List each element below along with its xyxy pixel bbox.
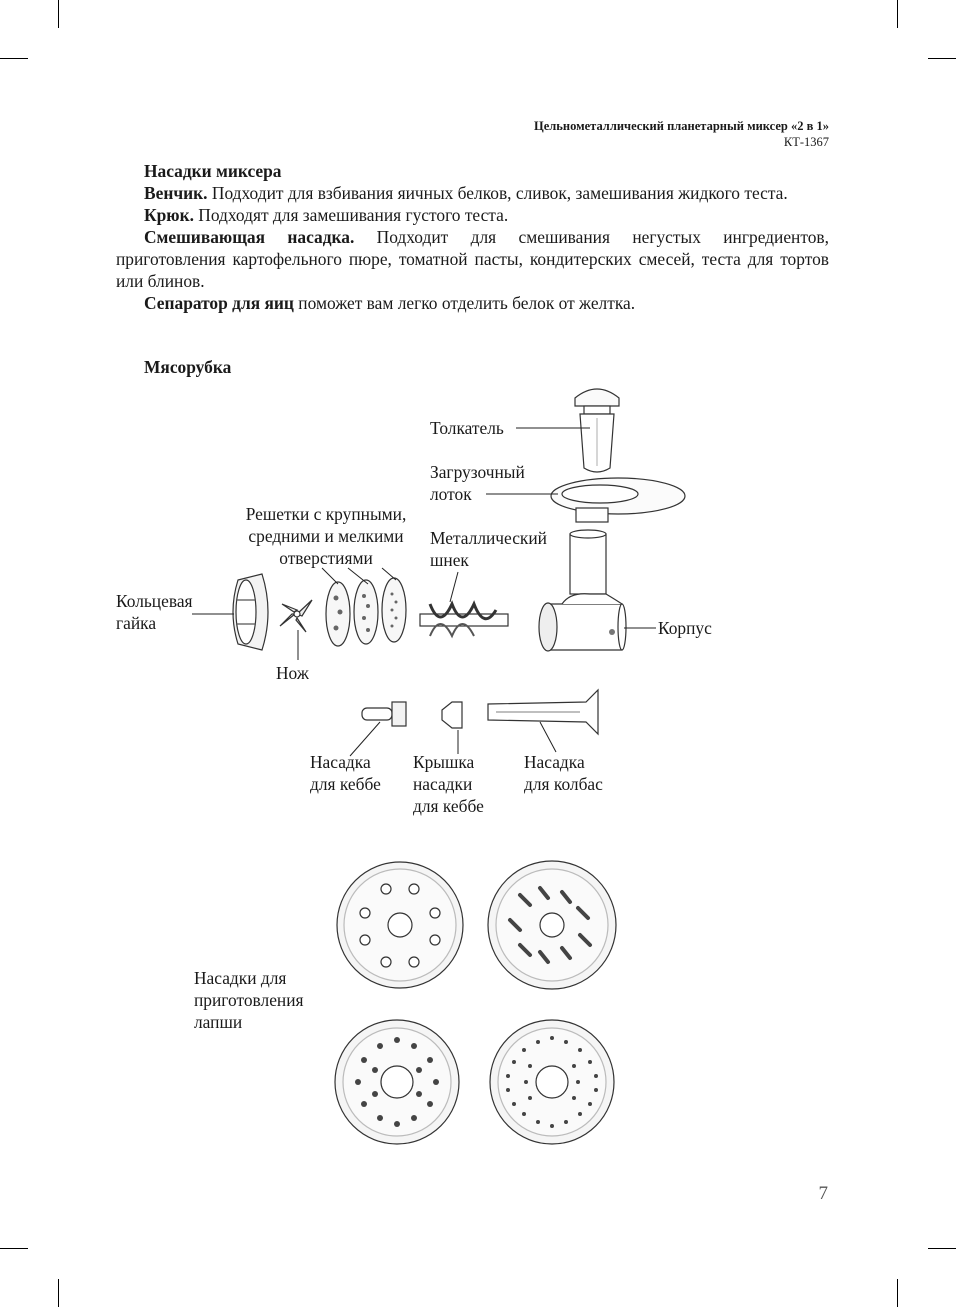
label-line: для колбас	[524, 774, 603, 794]
grid-medium-illustration	[354, 580, 378, 644]
attachment-term: Крюк.	[144, 205, 194, 225]
attachment-term: Сепаратор для яиц	[144, 293, 294, 313]
pusher-illustration	[575, 389, 619, 472]
label-line: гайка	[116, 613, 157, 633]
label-line: средними и мелкими	[248, 526, 404, 546]
page-number: 7	[818, 1183, 828, 1204]
header-product-title: Цельнометаллический планетарный миксер «2 в 1»	[533, 119, 829, 133]
label-line: Насадки для	[194, 968, 287, 988]
label-line: Насадка	[310, 752, 371, 772]
tray-illustration	[551, 478, 685, 522]
header-model: КТ-1367	[783, 135, 829, 149]
label-screw	[430, 527, 547, 571]
label-body: Корпус	[658, 618, 712, 638]
attachment-desc: Подходят для замешивания густого теста.	[193, 205, 509, 225]
label-noodles	[194, 967, 304, 1033]
label-tray	[430, 461, 525, 505]
label-line: Кольцевая	[116, 591, 193, 611]
label-line: для кеббе	[310, 774, 381, 794]
attachment-desc: Подходит для смешивания негустых ингредиентов, приготовления картофельного пюре, томатной пасты, кондитерских смесей, теста для тортов или блинов.	[116, 227, 829, 291]
label-line: отверстиями	[279, 548, 373, 568]
label-ring-nut	[116, 590, 193, 634]
meat-grinder-heading: Мясорубка	[144, 357, 232, 377]
label-kebbe	[310, 751, 381, 795]
grid-small-illustration	[382, 578, 406, 642]
label-line: Крышка	[413, 752, 475, 772]
body-illustration	[539, 530, 626, 651]
knife-illustration	[280, 600, 312, 632]
label-line: лапши	[194, 1012, 243, 1032]
label-line: для кеббе	[413, 796, 484, 816]
label-line: шнек	[430, 550, 469, 570]
label-line: насадки	[413, 774, 473, 794]
label-pusher: Толкатель	[430, 418, 504, 438]
label-line: Насадка	[524, 752, 585, 772]
ring-nut-illustration	[233, 574, 268, 650]
label-sausage	[524, 751, 603, 795]
label-line: лоток	[430, 484, 472, 504]
noodle-disc-1-illustration	[337, 862, 463, 988]
label-grids	[232, 503, 420, 569]
noodle-disc-2-illustration	[488, 861, 616, 989]
label-line: Загрузочный	[430, 462, 525, 482]
attachment-term: Венчик.	[144, 183, 208, 203]
label-line: Металлический	[430, 528, 547, 548]
grid-large-illustration	[326, 582, 350, 646]
label-line: Решетки с крупными,	[245, 504, 407, 524]
attachment-desc: поможет вам легко отделить белок от желтка.	[293, 293, 636, 313]
label-line: приготовления	[194, 990, 304, 1010]
attachment-term: Смешивающая насадка.	[144, 227, 355, 247]
attachments-heading: Насадки миксера	[144, 161, 282, 181]
screw-illustration	[420, 604, 508, 636]
kebbe-attachment-illustration	[362, 702, 406, 726]
kebbe-cap-illustration	[442, 702, 462, 728]
attachment-desc: Подходит для взбивания яичных белков, сливок, замешивания жидкого теста.	[207, 183, 788, 203]
noodle-disc-4-illustration	[490, 1020, 614, 1144]
noodle-disc-3-illustration	[335, 1020, 459, 1144]
label-knife: Нож	[276, 663, 309, 683]
label-kebbe-cap	[413, 751, 484, 817]
